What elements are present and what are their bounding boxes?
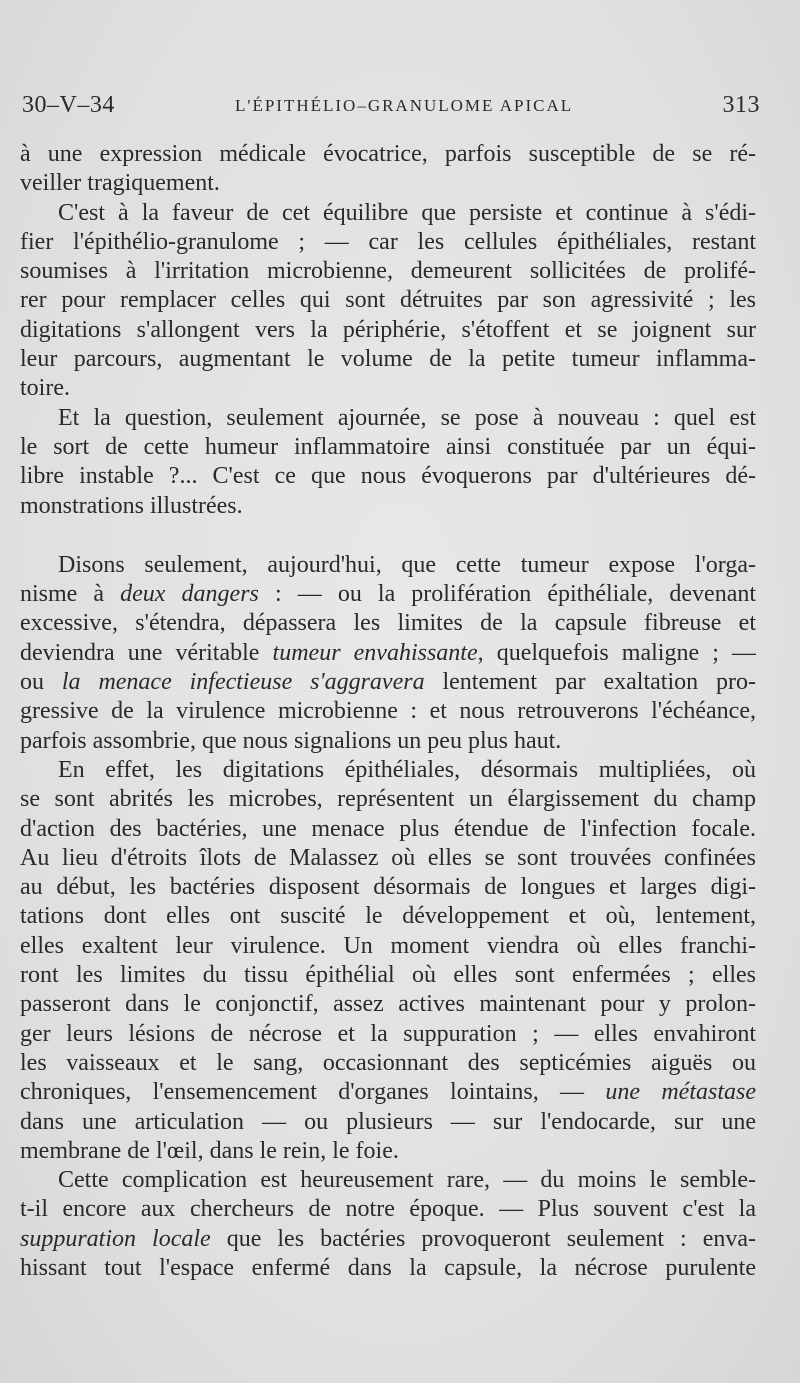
header-running-title: L'ÉPITHÉLIO–GRANULOME APICAL bbox=[235, 96, 574, 115]
italic-emphasis: la menace infectieuse s'aggravera bbox=[61, 669, 425, 696]
section-gap bbox=[20, 521, 756, 551]
text-line: parfois assombrie, que nous signalions un peu plus haut. bbox=[20, 727, 562, 754]
text-line: libre instable ?... C'est ce que nous évoquerons par d'ultérieures dé- bbox=[20, 463, 756, 490]
body-text bbox=[20, 140, 756, 1283]
italic-emphasis: tumeur envahissante, bbox=[272, 639, 484, 666]
italic-emphasis: deux dangers bbox=[120, 581, 259, 608]
text-line: C'est à la faveur de cet équilibre que persiste et continue à s'édi- bbox=[58, 199, 756, 226]
text-line: En effet, les digitations épithéliales, désormais multipliées, où bbox=[58, 756, 756, 783]
text-line: gressive de la virulence microbienne : et nous retrouverons l'échéance, bbox=[20, 698, 756, 725]
paragraph-6 bbox=[20, 1166, 756, 1283]
paragraph-5 bbox=[20, 756, 756, 1166]
text-line: membrane de l'œil, dans le rein, le foie. bbox=[20, 1137, 399, 1164]
paragraph-1 bbox=[20, 140, 756, 199]
text-line: toire. bbox=[20, 375, 70, 402]
text-line: à une expression médicale évocatrice, parfois susceptible de se ré- bbox=[20, 141, 756, 167]
text-line: Et la question, seulement ajournée, se pose à nouveau : quel est bbox=[58, 404, 756, 431]
paragraph-4 bbox=[20, 551, 756, 756]
text-line: les vaisseaux et le sang, occasionnant des septicémies aiguës ou bbox=[20, 1049, 756, 1076]
header-date: 30–V–34 bbox=[22, 92, 115, 118]
page-number: 313 bbox=[722, 92, 760, 118]
text-line: passeront dans le conjonctif, assez actives maintenant pour y prolon- bbox=[20, 991, 756, 1018]
text-line: ront les limites du tissu épithélial où elles sont enfermées ; elles bbox=[20, 962, 756, 989]
text-line: fier l'épithélio-granulome ; — car les cellules épithéliales, restant bbox=[20, 228, 756, 255]
text-line: deviendra une véritable tumeur envahissante, quelquefois maligne ; — bbox=[20, 639, 756, 666]
text-line: excessive, s'étendra, dépassera les limites de la capsule fibreuse et bbox=[20, 610, 756, 637]
text-line: dans une articulation — ou plusieurs — sur l'endocarde, sur une bbox=[20, 1108, 756, 1135]
text-line: t-il encore aux chercheurs de notre époque. — Plus souvent c'est la bbox=[20, 1196, 756, 1223]
paragraph-3 bbox=[20, 404, 756, 521]
text-line: suppuration locale que les bactéries provoqueront seulement : enva- bbox=[20, 1225, 756, 1252]
italic-emphasis: suppuration locale bbox=[20, 1225, 211, 1252]
text-line: au début, les bactéries disposent désormais de longues et larges digi- bbox=[20, 874, 756, 901]
text-line: chroniques, l'ensemencement d'organes lointains, — une métastase bbox=[20, 1079, 756, 1106]
text-line: digitations s'allongent vers la périphérie, s'étoffent et se joignent sur bbox=[20, 316, 756, 343]
text-line: elles exaltent leur virulence. Un moment viendra où elles franchi- bbox=[20, 932, 756, 959]
text-line: ou la menace infectieuse s'aggravera lentement par exaltation pro- bbox=[20, 669, 756, 696]
text-line: Cette complication est heureusement rare, — du moins le semble- bbox=[58, 1167, 756, 1194]
paragraph-2 bbox=[20, 199, 756, 404]
text-line: monstrations illustrées. bbox=[20, 492, 243, 519]
running-header bbox=[22, 92, 760, 128]
italic-emphasis: une métastase bbox=[605, 1079, 756, 1106]
text-line: tations dont elles ont suscité le développement et où, lentement, bbox=[20, 903, 756, 930]
text-line: hissant tout l'espace enfermé dans la capsule, la nécrose purulente bbox=[20, 1254, 756, 1281]
text-line: veiller tragiquement. bbox=[20, 170, 220, 197]
text-line: le sort de cette humeur inflammatoire ainsi constituée par un équi- bbox=[20, 433, 756, 460]
text-line: Au lieu d'étroits îlots de Malassez où elles se sont trouvées confinées bbox=[20, 844, 756, 871]
text-line: se sont abrités les microbes, représentent un élargissement du champ bbox=[20, 786, 756, 813]
text-line: nisme à deux dangers : — ou la prolifération épithéliale, devenant bbox=[20, 581, 756, 608]
text-line: d'action des bactéries, une menace plus étendue de l'infection focale. bbox=[20, 815, 756, 842]
text-line: Disons seulement, aujourd'hui, que cette tumeur expose l'orga- bbox=[58, 551, 756, 578]
text-line: rer pour remplacer celles qui sont détruites par son agressivité ; les bbox=[20, 287, 756, 314]
text-line: soumises à l'irritation microbienne, demeurent sollicitées de prolifé- bbox=[20, 258, 756, 285]
text-line: ger leurs lésions de nécrose et la suppuration ; — elles envahiront bbox=[20, 1020, 756, 1047]
text-line: leur parcours, augmentant le volume de la petite tumeur inflamma- bbox=[20, 346, 756, 373]
